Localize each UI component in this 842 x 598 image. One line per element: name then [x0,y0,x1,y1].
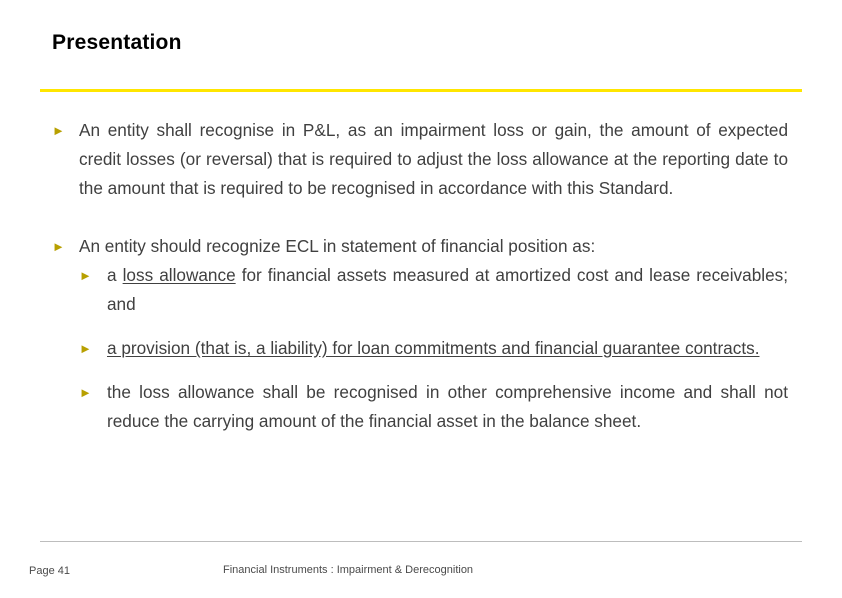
bullet-text: An entity should recognize ECL in statement of financial position as: [79,236,596,256]
bullet-arrow-icon: ► [52,123,65,138]
page-number: Page 41 [29,565,70,577]
slide-content [52,116,788,436]
sub-bullet-text: the loss allowance shall be recognised in other comprehensive income and shall not reduce the carrying amount of the financial asset in the balance sheet. [107,382,788,431]
bullet-item [52,232,788,436]
bullet-arrow-icon: ► [52,239,65,254]
sub-bullet-item [79,378,788,436]
bullet-arrow-icon: ► [79,268,92,283]
sub-bullet-underlined-text: a provision (that is, a liability) for loan commitments and financial guarantee contracts. [107,338,760,358]
sub-bullet-item [79,334,788,363]
bullet-arrow-icon: ► [79,385,92,400]
page-title: Presentation [52,31,182,54]
sub-bullet-text: for financial assets measured at amortized cost and lease receivables; and [107,265,789,314]
bullet-item [52,116,788,203]
footer-text: Financial Instruments : Impairment & Derecognition [223,564,474,576]
footer-divider [40,541,802,542]
sub-bullet-prefix: a [107,265,117,285]
accent-divider [40,89,802,92]
bullet-text: An entity shall recognise in P&L, as an impairment loss or gain, the amount of expected credit losses (or reversal) that is required to adjust the loss allowance at the reporting date to the amount that is required to be recognised in accordance with this Standard. [79,120,788,198]
bullet-arrow-icon: ► [79,341,92,356]
sub-bullet-item [79,261,788,319]
sub-bullet-underlined-term: loss allowance [122,265,236,285]
